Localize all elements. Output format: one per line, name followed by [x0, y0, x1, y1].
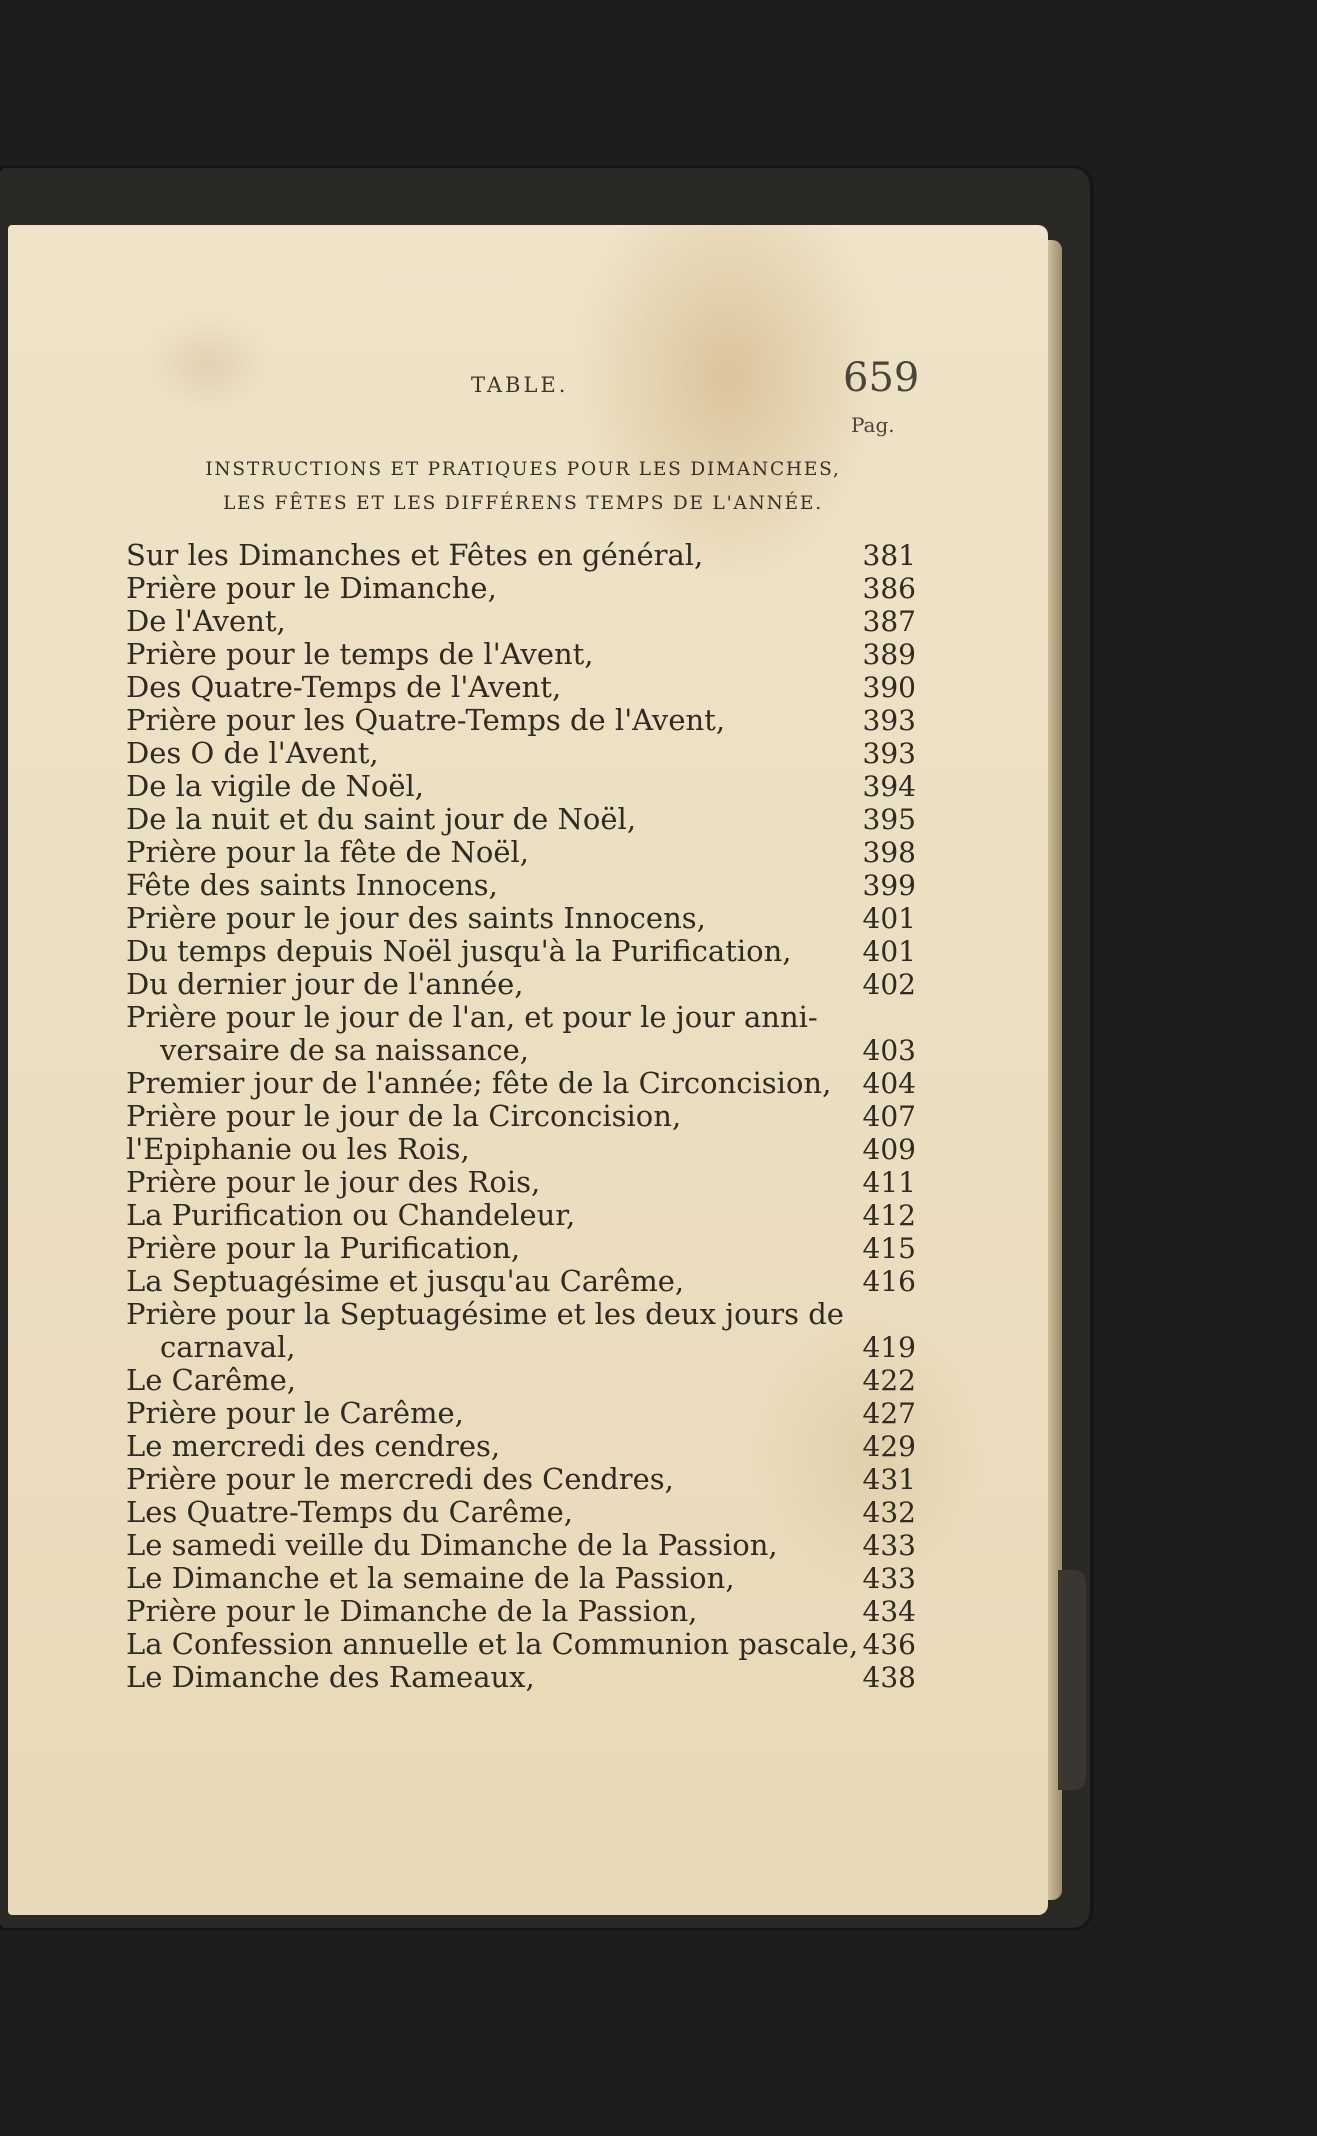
- toc-entry: [126, 737, 916, 770]
- toc-entry-title: Prière pour la Septuagésime et les deux jours de: [126, 1297, 844, 1331]
- toc-entry-page: 387: [862, 605, 916, 638]
- toc-entry: [126, 1463, 916, 1496]
- toc-entry: [126, 1496, 916, 1529]
- toc-entry-title: Sur les Dimanches et Fêtes en général,: [126, 538, 704, 572]
- toc-entry-page: 436: [862, 1628, 916, 1661]
- toc-entry-page: 389: [862, 638, 916, 671]
- toc-entry-page: 401: [862, 902, 916, 935]
- toc-entry-title: Prière pour le mercredi des Cendres,: [126, 1462, 674, 1496]
- toc-entry-page: 419: [862, 1331, 916, 1364]
- toc-entry: [126, 1661, 916, 1694]
- toc-entry-page: 433: [862, 1529, 916, 1562]
- toc-entry: [126, 1529, 916, 1562]
- table-of-contents-list: [126, 539, 916, 1694]
- toc-entry-page: 395: [862, 803, 916, 836]
- toc-entry-title: Prière pour le temps de l'Avent,: [126, 637, 594, 671]
- toc-entry-title: Prière pour le jour des saints Innocens,: [126, 901, 706, 935]
- toc-entry: [126, 1067, 916, 1100]
- toc-entry-page: 411: [862, 1166, 916, 1199]
- running-title: TABLE.: [471, 373, 569, 397]
- section-heading-line-2: LES FÊTES ET LES DIFFÉRENS TEMPS DE L'ANNÉE.: [223, 493, 823, 514]
- toc-entry-title: Prière pour le Dimanche de la Passion,: [126, 1594, 698, 1628]
- toc-entry: [126, 902, 916, 935]
- toc-entry-page: 394: [862, 770, 916, 803]
- toc-entry-title: Des Quatre-Temps de l'Avent,: [126, 670, 562, 704]
- toc-entry: [126, 935, 916, 968]
- pag-column-label: Pag.: [851, 413, 895, 437]
- toc-entry: [126, 1364, 916, 1397]
- toc-entry: [126, 1595, 916, 1628]
- toc-entry-title: Le mercredi des cendres,: [126, 1429, 501, 1463]
- toc-entry-page: 404: [862, 1067, 916, 1100]
- toc-entry-title: Prière pour le Carême,: [126, 1396, 464, 1430]
- toc-entry-page: 432: [862, 1496, 916, 1529]
- toc-entry: [126, 638, 916, 671]
- toc-entry-title: Le Carême,: [126, 1363, 297, 1397]
- toc-entry: [126, 1166, 916, 1199]
- toc-entry-title: Premier jour de l'année; fête de la Circoncision,: [126, 1066, 832, 1100]
- section-heading: [158, 453, 888, 521]
- toc-entry-title: Fête des saints Innocens,: [126, 868, 498, 902]
- toc-entry-page: 434: [862, 1595, 916, 1628]
- book-page: [8, 225, 1048, 1915]
- toc-entry: [126, 1001, 916, 1067]
- toc-entry-title: l'Epiphanie ou les Rois,: [126, 1132, 470, 1166]
- toc-entry-page: 422: [862, 1364, 916, 1397]
- toc-entry-title: Prière pour le jour de la Circoncision,: [126, 1099, 682, 1133]
- section-heading-line-1: INSTRUCTIONS ET PRATIQUES POUR LES DIMANCHES,: [205, 459, 841, 480]
- toc-entry-page: 390: [862, 671, 916, 704]
- toc-entry-page: 412: [862, 1199, 916, 1232]
- page-number: 659: [843, 355, 920, 401]
- toc-entry-title-continued: carnaval,: [160, 1330, 296, 1364]
- toc-entry: [126, 704, 916, 737]
- toc-entry: [126, 1430, 916, 1463]
- toc-entry-title: De la vigile de Noël,: [126, 769, 425, 803]
- toc-entry-page: 393: [862, 737, 916, 770]
- toc-entry-title-continued: versaire de sa naissance,: [160, 1033, 530, 1067]
- toc-entry-page: 403: [862, 1034, 916, 1067]
- toc-entry-title: Les Quatre-Temps du Carême,: [126, 1495, 573, 1529]
- toc-entry: [126, 968, 916, 1001]
- toc-entry-page: 407: [862, 1100, 916, 1133]
- toc-entry-title: Le Dimanche et la semaine de la Passion,: [126, 1561, 735, 1595]
- toc-entry: [126, 803, 916, 836]
- toc-entry: [126, 1133, 916, 1166]
- toc-entry: [126, 1628, 916, 1661]
- toc-entry-page: 427: [862, 1397, 916, 1430]
- toc-entry-page: 431: [862, 1463, 916, 1496]
- toc-entry-title: Des O de l'Avent,: [126, 736, 379, 770]
- toc-entry-title: De l'Avent,: [126, 604, 286, 638]
- toc-entry-title: Du temps depuis Noël jusqu'à la Purification,: [126, 934, 792, 968]
- toc-entry-title: Le Dimanche des Rameaux,: [126, 1660, 535, 1694]
- toc-entry: [126, 1100, 916, 1133]
- toc-entry-title: La Purification ou Chandeleur,: [126, 1198, 576, 1232]
- toc-entry: [126, 1562, 916, 1595]
- toc-entry-page: 386: [862, 572, 916, 605]
- toc-entry-page: 398: [862, 836, 916, 869]
- toc-entry-title: Prière pour le Dimanche,: [126, 571, 497, 605]
- toc-entry: [126, 572, 916, 605]
- toc-entry: [126, 869, 916, 902]
- toc-entry-title: Prière pour le jour de l'an, et pour le jour anni-: [126, 1000, 818, 1034]
- toc-entry: [126, 539, 916, 572]
- toc-entry-page: 429: [862, 1430, 916, 1463]
- toc-entry-page: 399: [862, 869, 916, 902]
- toc-entry-title: Le samedi veille du Dimanche de la Passion,: [126, 1528, 778, 1562]
- toc-entry-page: 402: [862, 968, 916, 1001]
- toc-entry: [126, 605, 916, 638]
- toc-entry: [126, 1232, 916, 1265]
- toc-entry: [126, 1265, 916, 1298]
- toc-entry-page: 401: [862, 935, 916, 968]
- toc-entry-page: 415: [862, 1232, 916, 1265]
- cover-edge: [1058, 1570, 1086, 1790]
- toc-entry-page: 433: [862, 1562, 916, 1595]
- toc-entry-title: Prière pour le jour des Rois,: [126, 1165, 541, 1199]
- toc-entry-page: 381: [862, 539, 916, 572]
- toc-entry-title: Prière pour la Purification,: [126, 1231, 521, 1265]
- toc-entry-title: De la nuit et du saint jour de Noël,: [126, 802, 637, 836]
- toc-entry-title: La Confession annuelle et la Communion pascale,: [126, 1627, 859, 1661]
- toc-entry-page: 409: [862, 1133, 916, 1166]
- toc-entry: [126, 1298, 916, 1364]
- toc-entry-title: Prière pour les Quatre-Temps de l'Avent,: [126, 703, 726, 737]
- toc-entry-page: 416: [862, 1265, 916, 1298]
- toc-entry: [126, 1199, 916, 1232]
- toc-entry: [126, 770, 916, 803]
- toc-entry-page: 393: [862, 704, 916, 737]
- toc-entry: [126, 671, 916, 704]
- toc-entry-page: 438: [862, 1661, 916, 1694]
- toc-entry-title: La Septuagésime et jusqu'au Carême,: [126, 1264, 685, 1298]
- toc-entry: [126, 836, 916, 869]
- toc-entry-title: Prière pour la fête de Noël,: [126, 835, 529, 869]
- toc-entry-title: Du dernier jour de l'année,: [126, 967, 524, 1001]
- toc-entry: [126, 1397, 916, 1430]
